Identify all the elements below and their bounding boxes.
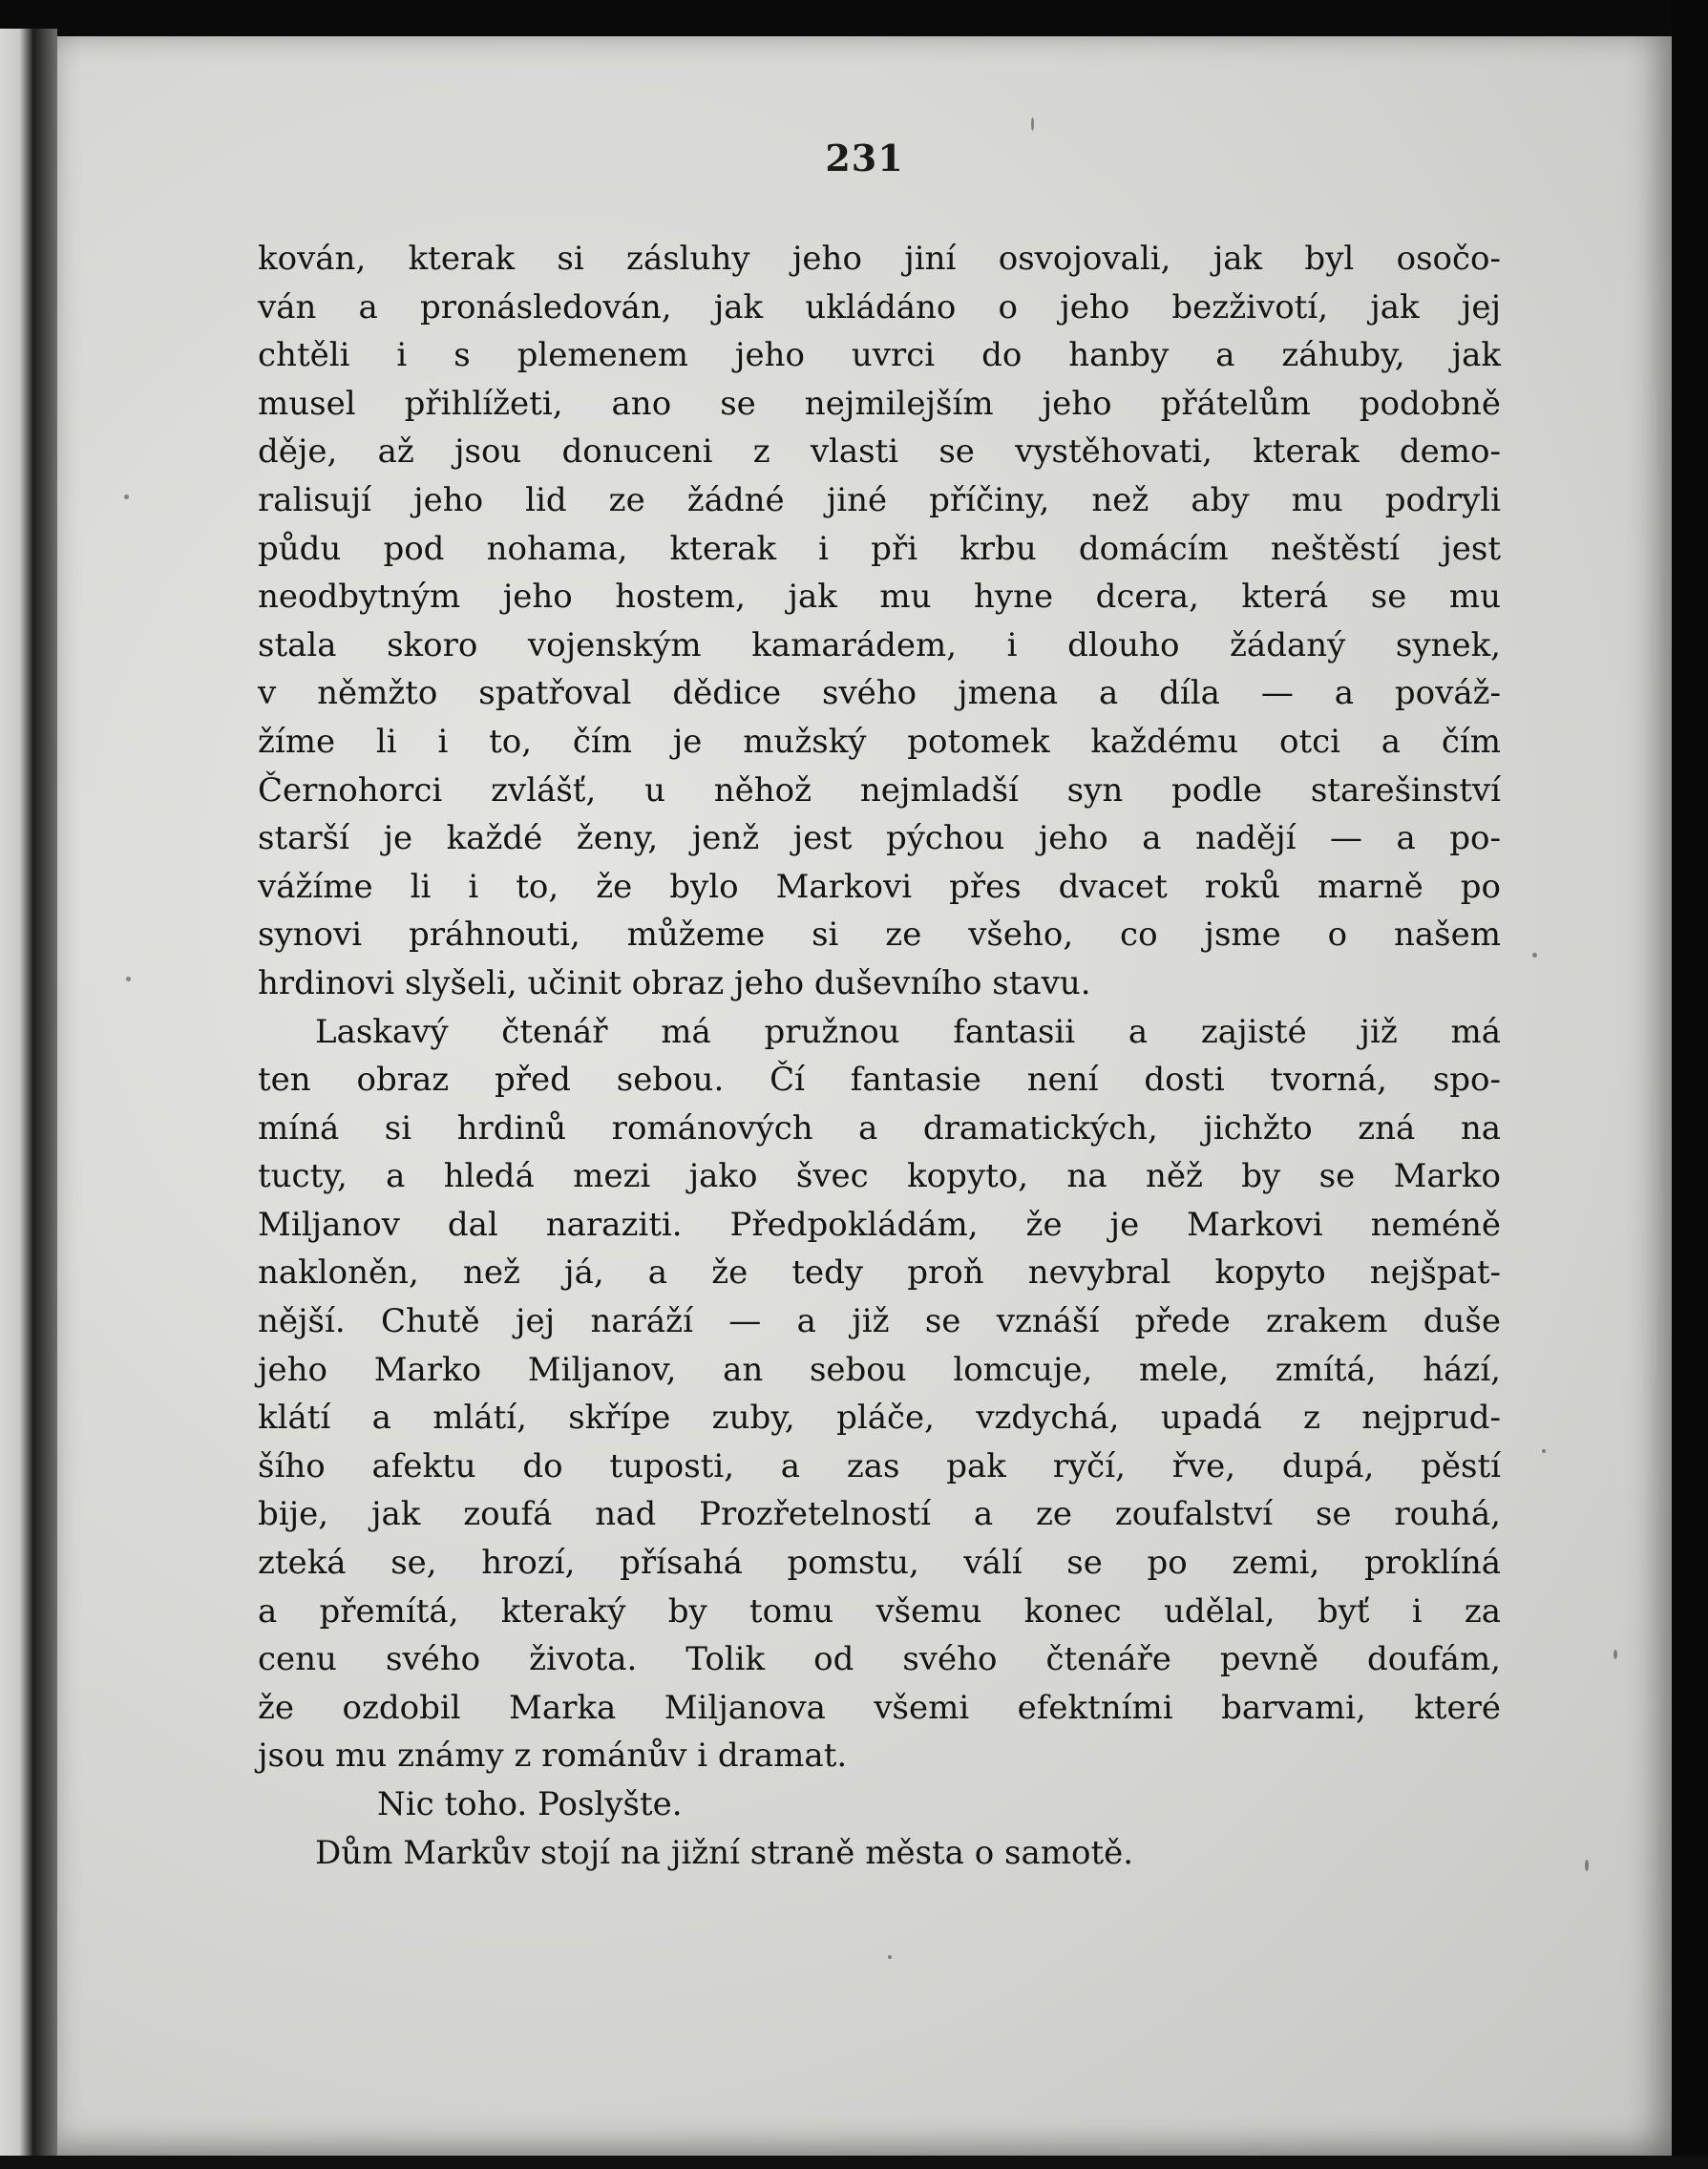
previous-page-edge [0, 29, 32, 2169]
text-line: klátí a mlátí, skřípe zuby, pláče, vzdychá, upadá z nejprud- [258, 1399, 1501, 1438]
scan-speck [1542, 1449, 1546, 1453]
paragraph-start-line: Laskavý čtenář má pružnou fantasii a zajisté již má [315, 1012, 1501, 1051]
scan-speck [1031, 117, 1034, 131]
paragraph-start-line: Nic toho. Poslyšte. [377, 1785, 683, 1823]
text-line: kován, kterak si zásluhy jeho jiní osvojovali, jak byl osočo- [258, 240, 1501, 278]
paragraph-end-line: jsou mu známy z románův i dramat. [258, 1737, 848, 1776]
text-line: míná si hrdinů románových a dramatických, jichžto zná na [258, 1108, 1501, 1148]
text-line: zteká se, hrozí, přísahá pomstu, válí se po zemi, proklíná [258, 1544, 1501, 1583]
text-line: ralisují jeho lid ze žádné jiné příčiny, než aby mu podryli [258, 480, 1501, 519]
text-line: Černohorci zvlášť, u něhož nejmladší syn podle starešinství [258, 770, 1501, 810]
body-text [258, 235, 1501, 1877]
text-line: musel přihlížeti, ano se nejmilejším jeho přátelům podobně [258, 384, 1501, 423]
text-line: ván a pronásledován, jak ukládáno o jeho bezživotí, jak jej [258, 287, 1501, 326]
text-line: synovi práhnouti, můžeme si ze všeho, co jsme o našem [258, 916, 1501, 955]
text-line: vážíme li i to, že bylo Markovi přes dvacet roků marně po [258, 867, 1501, 906]
scan-speck [1532, 953, 1537, 958]
text-line: chtěli i s plemenem jeho uvrci do hanby a záhuby, jak [258, 336, 1501, 375]
scan-border-right [1672, 0, 1708, 2169]
text-line: tucty, a hledá mezi jako švec kopyto, na něž by se Marko [258, 1157, 1501, 1196]
scan-speck [1613, 1650, 1617, 1659]
text-line: cenu svého života. Tolik od svého čtenáře pevně doufám, [258, 1640, 1501, 1679]
text-line: a přemítá, kteraký by tomu všemu konec udělal, byť i za [258, 1591, 1501, 1631]
scan-border-bottom [0, 2156, 1708, 2169]
text-line: půdu pod nohama, kterak i při krbu domácím neštěstí jest [258, 529, 1501, 568]
scan-speck [124, 495, 129, 499]
scan-speck [126, 977, 131, 981]
text-line: že ozdobil Marka Miljanova všemi efektními barvami, které [258, 1688, 1501, 1727]
text-line: děje, až jsou donuceni z vlasti se vystěhovati, kterak demo- [258, 432, 1501, 472]
text-line: nější. Chutě jej naráží — a již se vznáší přede zrakem duše [258, 1302, 1501, 1341]
scan-border-top [0, 0, 1708, 38]
text-line: nakloněn, než já, a že tedy proň nevybral kopyto nejšpat- [258, 1253, 1501, 1293]
book-gutter-shadow [32, 29, 57, 2169]
text-line: stala skoro vojenským kamarádem, i dlouho žádaný synek, [258, 625, 1501, 664]
text-line: neodbytným jeho hostem, jak mu hyne dcera, která se mu [258, 578, 1501, 617]
paragraph-end-line: hrdinovi slyšeli, učinit obraz jeho duševního stavu. [258, 963, 1091, 1002]
text-line: šího afektu do tuposti, a zas pak ryčí, řve, dupá, pěstí [258, 1446, 1501, 1485]
text-line: ten obraz před sebou. Čí fantasie není dosti tvorná, spo- [258, 1061, 1501, 1100]
page-number: 231 [825, 137, 904, 179]
text-line: jeho Marko Miljanov, an sebou lomcuje, mele, zmítá, hází, [258, 1350, 1501, 1389]
book-page [57, 36, 1672, 2158]
text-line: starší je každé ženy, jenž jest pýchou jeho a nadějí — a po- [258, 819, 1501, 858]
text-line: v němžto spatřoval dědice svého jmena a díla — a pováž- [258, 674, 1501, 713]
scan-speck [888, 1955, 892, 1959]
scan-speck [1585, 1860, 1589, 1871]
paragraph-start-line: Dům Markův stojí na jižní straně města o samotě. [315, 1833, 1134, 1872]
text-line: bije, jak zoufá nad Prozřetelností a ze zoufalství se rouhá, [258, 1495, 1501, 1534]
text-line: žíme li i to, čím je mužský potomek každému otci a čím [258, 722, 1501, 761]
text-line: Miljanov dal naraziti. Předpokládám, že je Markovi neméně [258, 1205, 1501, 1244]
